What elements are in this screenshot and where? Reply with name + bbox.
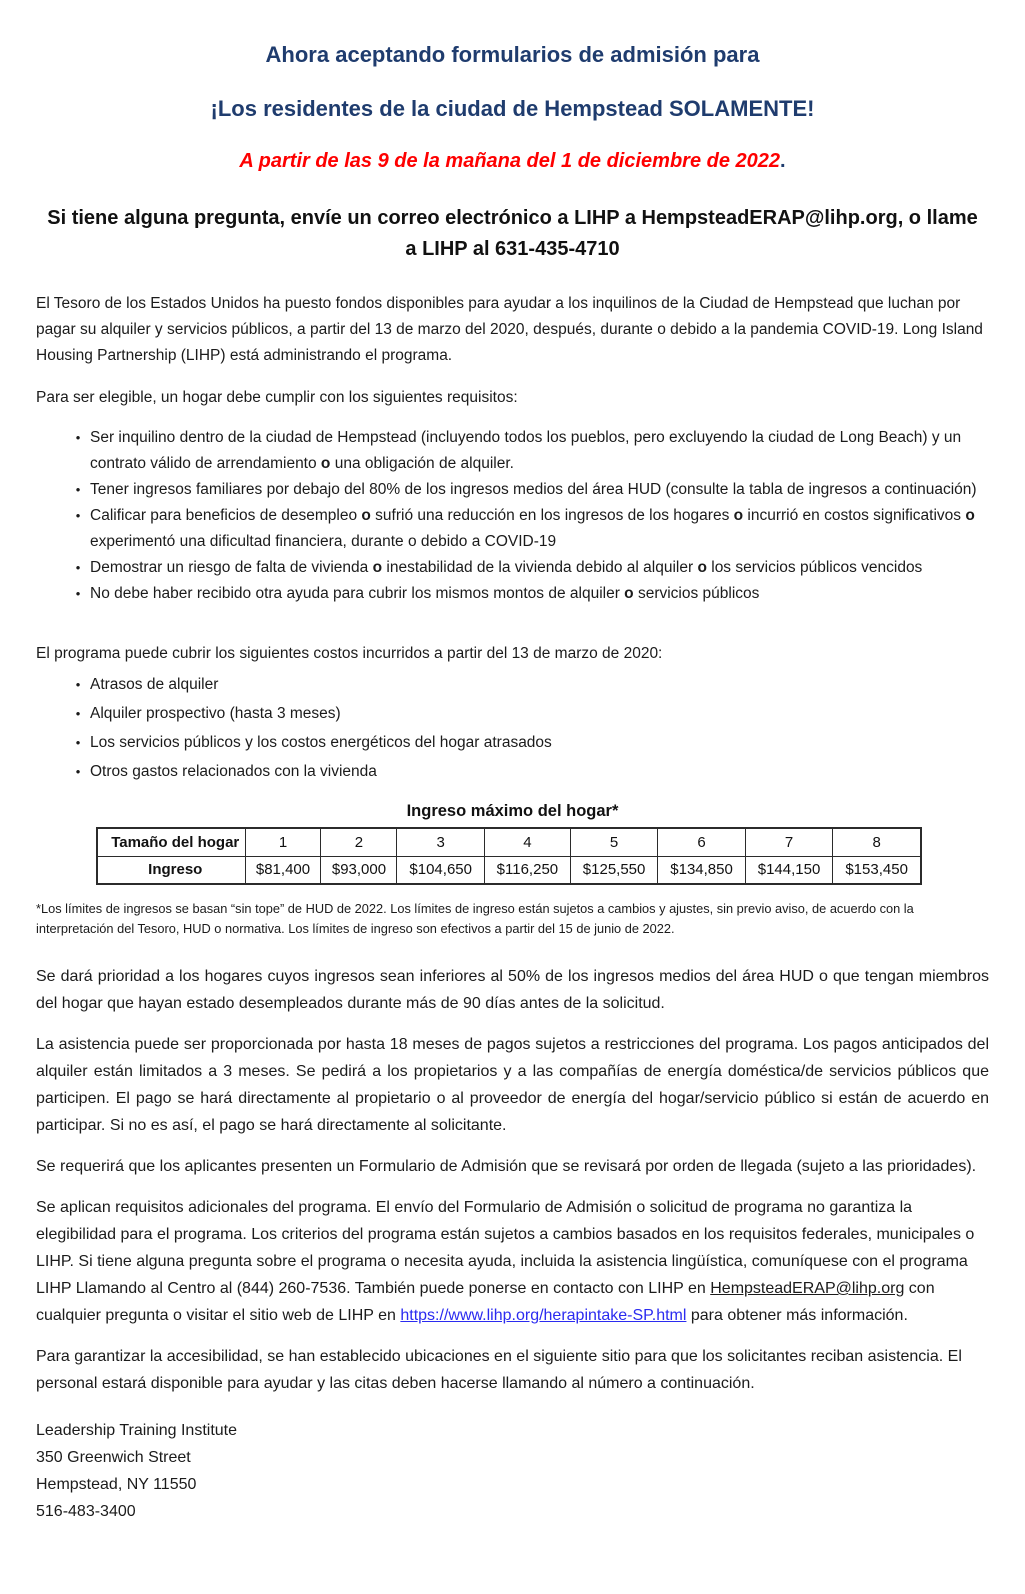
bullet-icon: • — [75, 482, 81, 497]
table-cell: $134,850 — [658, 856, 745, 884]
assistance-paragraph: La asistencia puede ser proporcionada por hasta 18 meses de pagos sujetos a restricciones del programa. Los pagos anticipados del alquiler están limitados a 3 meses. Se pedirá a los propietarios y a las compañías de energía doméstica/de servicios públicos que participen. El pago se hará directamente al propietario o al proveedor de energía del hogar/servicio público si están de acuerdo en participar. Si no es así, el pago se hará directamente al solicitante. — [36, 1036, 989, 1134]
contact-heading: Si tiene alguna pregunta, envíe un correo electrónico a LIHP a HempsteadERAP@lihp.org, o llame a LIHP al 631-435-4710 — [47, 207, 978, 260]
table-cell: $81,400 — [245, 856, 321, 884]
table-cell: 3 — [397, 828, 484, 856]
org-name: Leadership Training Institute — [36, 1422, 238, 1439]
covered-costs-list — [36, 671, 989, 786]
additional-text: para obtener más información. — [686, 1307, 908, 1324]
table-cell: 8 — [833, 828, 921, 856]
table-header-row — [97, 828, 921, 856]
intro-paragraph: El Tesoro de los Estados Unidos ha puesto fondos disponibles para ayudar a los inquilinos de la Ciudad de Hempstead que luchan por pagar su alquiler y servicios públicos, a partir del 13 de marzo del 2020, después, durante o debido a la pandemia COVID-19. Long Island Housing Partnership (LIHP) está administrando el programa. — [36, 295, 983, 364]
list-item-text: Otros gastos relacionados con la vivienda — [90, 763, 377, 780]
table-cell: 6 — [658, 828, 745, 856]
table-cell: $125,550 — [570, 856, 657, 884]
income-table — [96, 827, 922, 885]
table-cell: 4 — [484, 828, 570, 856]
address-block — [36, 1417, 989, 1525]
list-item-text: Los servicios públicos y los costos energéticos del hogar atrasados — [90, 734, 552, 751]
list-item — [36, 581, 989, 607]
bullet-icon: • — [75, 586, 81, 601]
requirements-list — [36, 425, 989, 607]
start-date-line — [36, 150, 989, 173]
table-cell: $104,650 — [397, 856, 484, 884]
list-item-text: Alquiler prospectivo (hasta 3 meses) — [90, 705, 341, 722]
additional-requirements-paragraph — [36, 1194, 989, 1329]
list-item-text: Calificar para beneficios de desempleo o sufrió una reducción en los ingresos de los hogares o incurrió en costos significativos o experimentó una dificultad financiera, durante o debido a COVID-19 — [90, 507, 975, 550]
intake-paragraph: Se requerirá que los aplicantes presenten un Formulario de Admisión que se revisará por orden de llegada (sujeto a las prioridades). — [36, 1158, 977, 1175]
street-address: 350 Greenwich Street — [36, 1449, 191, 1466]
phone-number: 516-483-3400 — [36, 1503, 136, 1520]
list-item — [36, 700, 989, 728]
list-item-text: No debe haber recibido otra ayuda para cubrir los mismos montos de alquiler o servicios públicos — [90, 585, 760, 602]
bullet-icon: • — [75, 560, 81, 575]
table-cell: $153,450 — [833, 856, 921, 884]
bullet-icon: • — [75, 735, 81, 750]
start-date-text: A partir de las 9 de la mañana del 1 de diciembre de 2022 — [239, 150, 781, 172]
table-cell: 2 — [321, 828, 397, 856]
list-item-text: Demostrar un riesgo de falta de vivienda o inestabilidad de la vivienda debido al alquiler o los servicios públicos vencidos — [90, 559, 923, 576]
table-cell: $116,250 — [484, 856, 570, 884]
priority-paragraph: Se dará prioridad a los hogares cuyos ingresos sean inferiores al 50% de los ingresos medios del área HUD o que tengan miembros del hogar que hayan estado desempleados durante más de 90 días antes de la solicitud. — [36, 968, 989, 1012]
table-header-label: Tamaño del hogar — [97, 828, 245, 856]
email-link[interactable]: HempsteadERAP@lihp.org — [710, 1280, 905, 1297]
list-item-text: Atrasos de alquiler — [90, 676, 219, 693]
table-cell: $93,000 — [321, 856, 397, 884]
covered-costs-intro: El programa puede cubrir los siguientes costos incurridos a partir del 13 de marzo de 2020: — [36, 645, 663, 662]
website-link[interactable]: https://www.lihp.org/herapintake-SP.html — [400, 1307, 687, 1324]
list-item — [36, 758, 989, 786]
table-cell: 7 — [745, 828, 832, 856]
income-table-title: Ingreso máximo del hogar* — [406, 802, 619, 820]
accessibility-paragraph: Para garantizar la accesibilidad, se han establecido ubicaciones en el siguiente sitio para que los solicitantes reciban asistencia. El personal estará disponible para ayudar y las citas deben hacerse llamando al número a continuación. — [36, 1348, 962, 1392]
table-cell: $144,150 — [745, 856, 832, 884]
bullet-icon: • — [75, 677, 81, 692]
table-cell: 5 — [570, 828, 657, 856]
bullet-icon: • — [75, 430, 81, 445]
list-item — [36, 671, 989, 699]
additional-text: con cualquier pregunta o visitar el sitio web de LIHP en — [36, 1280, 935, 1324]
start-date-period: . — [780, 150, 786, 172]
income-limits-footnote: *Los límites de ingresos se basan “sin tope” de HUD de 2022. Los límites de ingreso están sujetos a cambios y ajustes, sin previo aviso, de acuerdo con la interpretación del Tesoro, HUD o normativa. Los límites de ingreso son efectivos a partir del 15 de junio de 2022. — [36, 901, 914, 936]
list-item — [36, 425, 989, 477]
list-item — [36, 503, 989, 555]
list-item — [36, 477, 989, 503]
table-cell: 1 — [245, 828, 321, 856]
table-row — [97, 856, 921, 884]
bullet-icon: • — [75, 508, 81, 523]
bullet-icon: • — [75, 764, 81, 779]
list-item — [36, 729, 989, 757]
list-item-text: Tener ingresos familiares por debajo del 80% de los ingresos medios del área HUD (consulte la tabla de ingresos a continuación) — [90, 481, 977, 498]
page-title-line1: Ahora aceptando formularios de admisión para — [265, 42, 760, 67]
additional-text: Se aplican requisitos adicionales del programa. El envío del Formulario de Admisión o solicitud de programa no garantiza la elegibilidad para el programa. Los criterios del programa están sujetos a cambios basados en los requisitos federales, municipales o LIHP. Si tiene alguna pregunta sobre el programa o necesita ayuda, incluida la asistencia lingüística, comuníquese con el programa LIHP Llamando al Centro al (844) 260-7536. También puede ponerse en contacto con LIHP en — [36, 1199, 975, 1297]
bullet-icon: • — [75, 706, 81, 721]
list-item-text: Ser inquilino dentro de la ciudad de Hempstead (incluyendo todos los pueblos, pero excluyendo la ciudad de Long Beach) y un contrato válido de arrendamiento o una obligación de alquiler. — [90, 429, 962, 472]
list-item — [36, 555, 989, 581]
page-title-line2: ¡Los residentes de la ciudad de Hempstead SOLAMENTE! — [210, 96, 815, 121]
eligibility-intro: Para ser elegible, un hogar debe cumplir con los siguientes requisitos: — [36, 389, 518, 406]
city-state-zip: Hempstead, NY 11550 — [36, 1476, 197, 1493]
table-row-label: Ingreso — [97, 856, 245, 884]
